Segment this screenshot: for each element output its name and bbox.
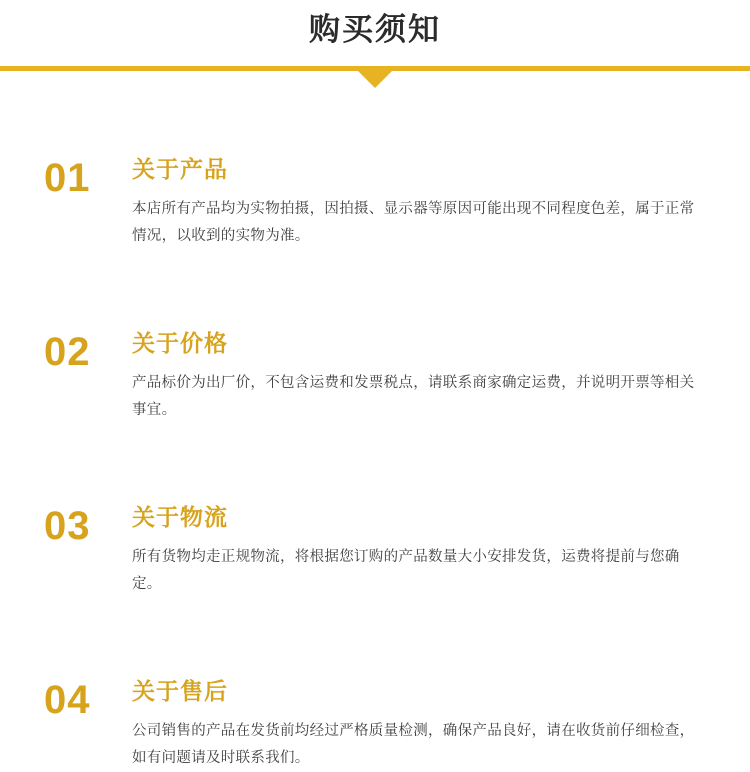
section-title: 关于产品 (132, 156, 228, 182)
section-body (132, 154, 708, 250)
section-body (132, 502, 708, 598)
section-text: 产品标价为出厂价，不包含运费和发票税点，请联系商家确定运费，并说明开票等相关事宜。 (132, 375, 695, 418)
section-number: 04 (44, 678, 91, 722)
header-arrow-icon (358, 71, 392, 88)
section-title: 关于售后 (132, 678, 228, 704)
list-item (44, 154, 708, 250)
section-text: 所有货物均走正规物流，将根据您订购的产品数量大小安排发货，运费将提前与您确定。 (132, 549, 680, 592)
list-item (44, 502, 708, 598)
section-text: 本店所有产品均为实物拍摄，因拍摄、显示器等原因可能出现不同程度色差，属于正常情况，以收到的实物为准。 (132, 201, 695, 244)
list-item (44, 328, 708, 424)
section-number: 02 (44, 330, 91, 374)
section-number: 01 (44, 156, 91, 200)
page-header (0, 0, 750, 72)
section-title: 关于物流 (132, 504, 228, 530)
section-body (132, 328, 708, 424)
list-item (44, 676, 708, 772)
section-number: 03 (44, 504, 91, 548)
section-text: 公司销售的产品在发货前均经过严格质量检测，确保产品良好，请在收货前仔细检查，如有问题请及时联系我们。 (132, 723, 695, 766)
section-title: 关于价格 (132, 330, 228, 356)
notice-section-list (0, 154, 750, 772)
section-body (132, 676, 708, 772)
page-title: 购买须知 (309, 12, 441, 47)
